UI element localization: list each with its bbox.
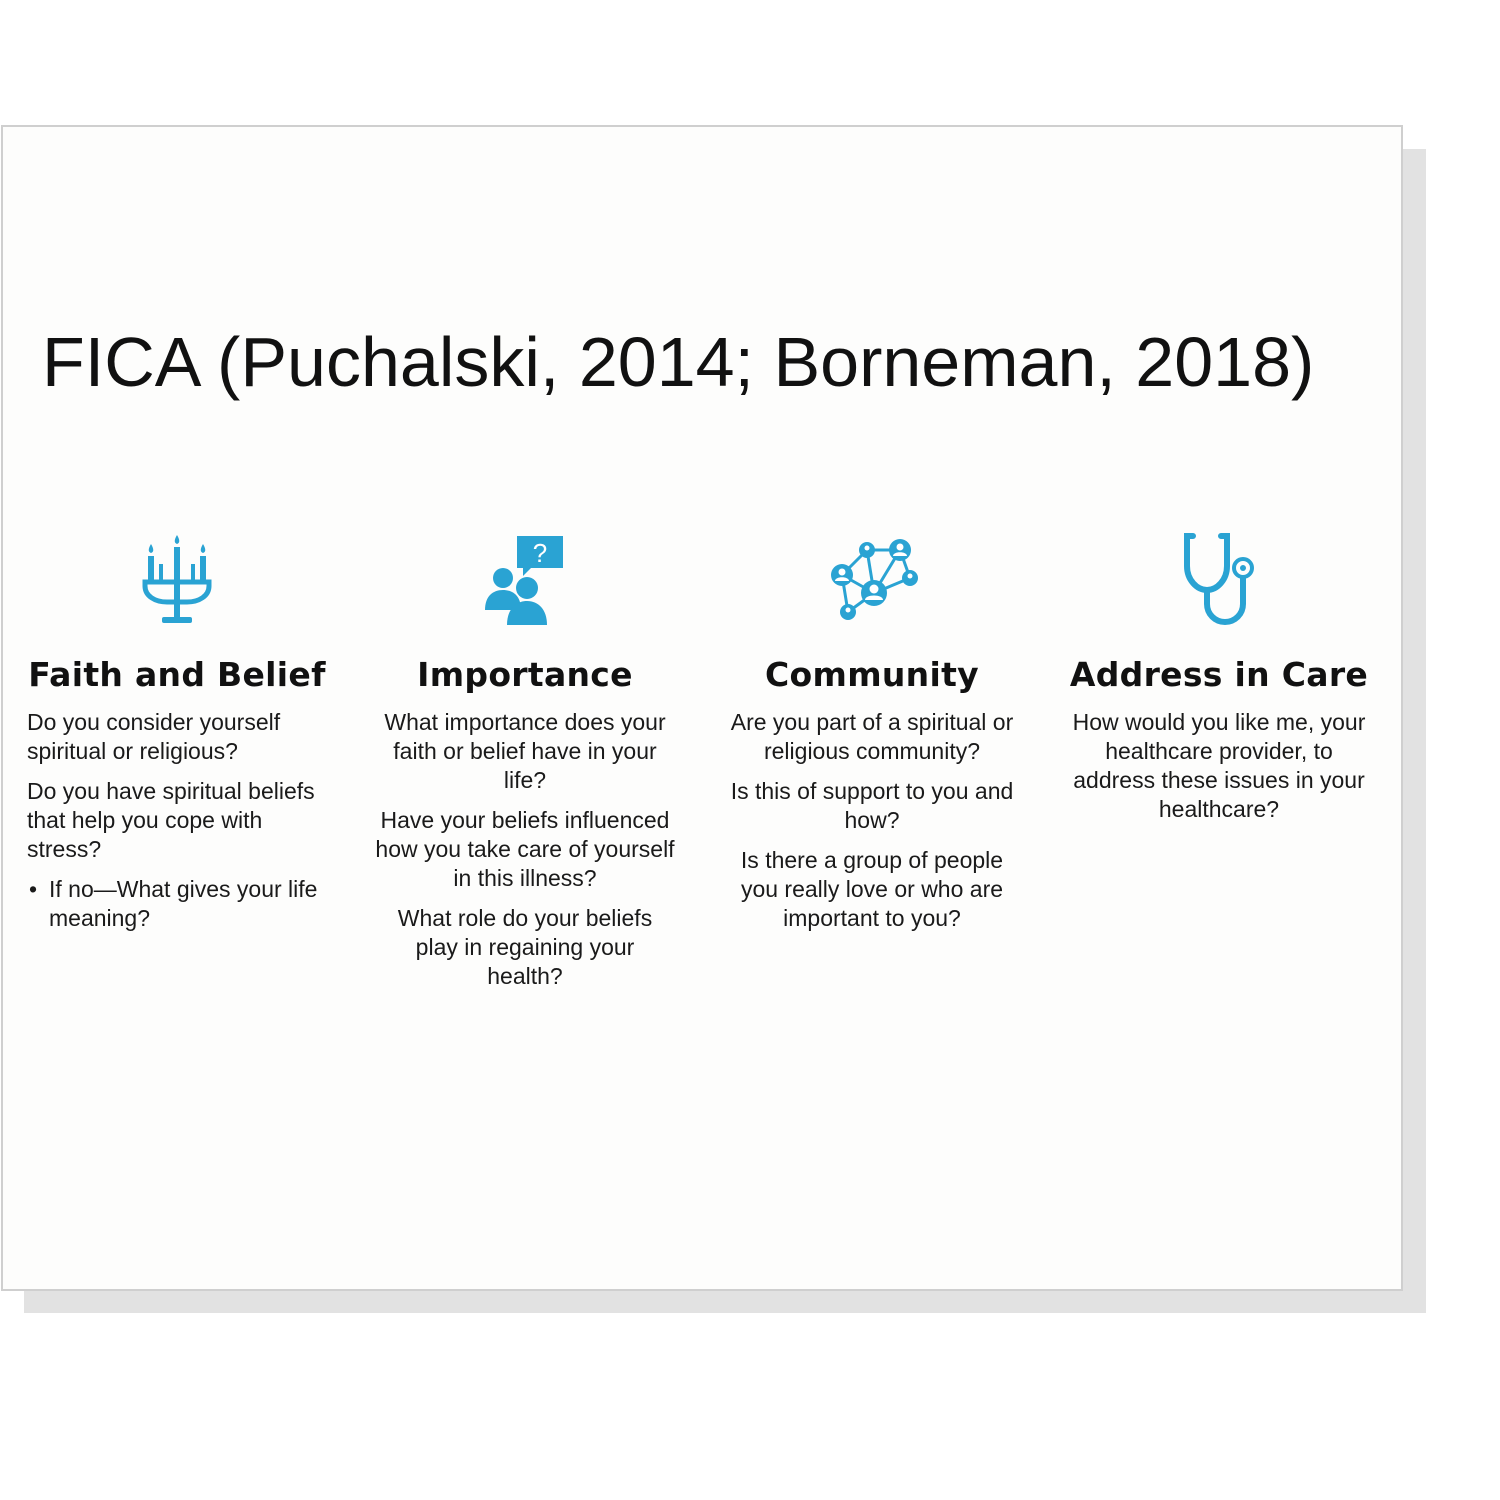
column-heading: Importance (417, 655, 633, 694)
question-text: Is this of support to you and how? (730, 778, 1014, 833)
question-text: Are you part of a spiritual or religious community? (730, 709, 1014, 764)
question-text: How would you like me, your healthcare provider, to address these issues in your healthcare? (1072, 709, 1366, 822)
people-question-icon (475, 530, 575, 630)
bullet-text: If no—What gives your life meaning? (49, 876, 318, 931)
column-heading: Address in Care (1069, 655, 1369, 694)
column-body (375, 708, 675, 1002)
column-body (1069, 708, 1369, 835)
question-text: Have your beliefs influenced how you take care of yourself in this illness? (375, 807, 675, 891)
candelabra-icon (127, 530, 227, 630)
column-body (27, 708, 327, 933)
stethoscope-icon (1169, 530, 1269, 630)
question-text: What role do your beliefs play in regaining your health? (397, 905, 653, 989)
community-network-icon (822, 530, 922, 630)
column-heading: Community (765, 655, 979, 694)
bullet-icon: • (29, 876, 38, 902)
question-text: Do you have spiritual beliefs that help you cope with stress? (27, 778, 315, 862)
slide-title: FICA (Puchalski, 2014; Borneman, 2018) (42, 323, 1315, 401)
svg-text:?: ? (532, 538, 548, 568)
column-body (722, 708, 1022, 944)
question-text: Is there a group of people you really love or who are important to you? (740, 847, 1004, 931)
question-text: Do you consider yourself spiritual or religious? (27, 709, 281, 764)
bullet-item (27, 875, 327, 933)
question-text: What importance does your faith or belief have in your life? (384, 709, 666, 793)
column-heading: Faith and Belief (28, 655, 326, 694)
